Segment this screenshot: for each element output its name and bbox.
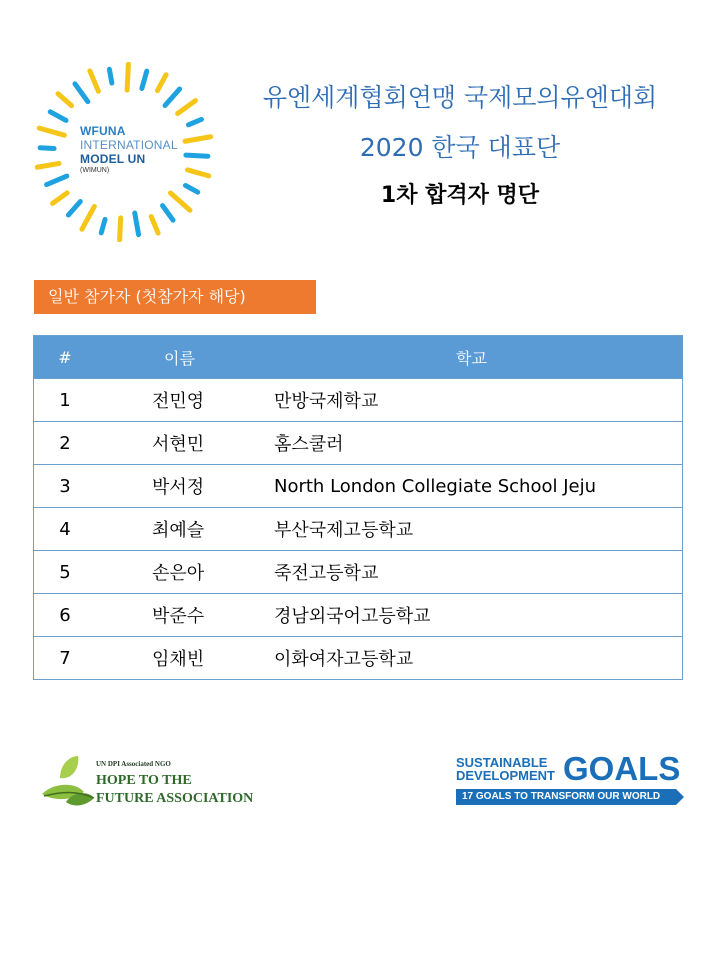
row-school: 부산국제고등학교 — [274, 508, 683, 551]
logo-ray — [53, 193, 68, 204]
logo-line-3: MODEL UN — [80, 152, 146, 166]
row-name: 박준수 — [96, 594, 274, 637]
row-school: 만방국제학교 — [274, 379, 683, 422]
row-school: 경남외국어고등학교 — [274, 594, 683, 637]
row-num: 2 — [34, 422, 97, 465]
row-num: 4 — [34, 508, 97, 551]
sdg-arrow-icon — [676, 789, 684, 805]
logo-ray — [170, 193, 189, 210]
row-school: 홈스쿨러 — [274, 422, 683, 465]
subtitle: 1차 합격자 명단 — [380, 183, 540, 208]
logo-ray — [39, 128, 64, 135]
logo-ray — [178, 101, 196, 114]
row-num: 7 — [34, 637, 97, 680]
hope-association-name — [96, 772, 253, 808]
hope-line-1: HOPE TO THE — [96, 773, 192, 788]
col-header-num: # — [34, 336, 97, 379]
table-row — [34, 422, 683, 465]
sdg-word-2: DEVELOPMENT — [456, 768, 555, 783]
table-row — [34, 465, 683, 508]
row-num: 3 — [34, 465, 97, 508]
logo-ray — [120, 218, 121, 240]
logo-ray — [47, 176, 67, 185]
logo-ray — [90, 71, 99, 91]
logo-ray — [127, 64, 128, 90]
logo-ray — [189, 119, 202, 124]
logo-ray — [50, 112, 66, 121]
logo-ray — [37, 163, 59, 167]
row-num: 5 — [34, 551, 97, 594]
row-name: 최예슬 — [96, 508, 274, 551]
table-row — [34, 508, 683, 551]
section-label: 일반 참가자 (첫참가자 해당) — [34, 280, 316, 314]
logo-ray — [186, 155, 208, 156]
participant-table — [33, 335, 683, 680]
sdg-words — [456, 756, 555, 782]
sdg-goals-wordmark: GOALS — [563, 750, 681, 787]
hope-ngo-tag: UN DPI Associated NGO — [96, 760, 171, 768]
sdg-tagline: 17 GOALS TO TRANSFORM OUR WORLD — [456, 789, 676, 805]
hope-line-2: FUTURE ASSOCIATION — [96, 791, 254, 806]
logo-ray — [185, 137, 211, 142]
row-name: 손은아 — [96, 551, 274, 594]
row-name: 전민영 — [96, 379, 274, 422]
logo-ray — [58, 94, 71, 106]
table-header-row — [34, 336, 683, 379]
logo-ray — [68, 201, 80, 214]
wimun-logo-text — [80, 124, 178, 176]
logo-ray — [188, 170, 209, 176]
sdg-word-1: SUSTAINABLE — [456, 755, 548, 770]
col-header-name: 이름 — [96, 336, 274, 379]
row-school: North London Collegiate School Jeju — [274, 465, 683, 508]
logo-ray — [40, 148, 54, 149]
logo-ray — [157, 75, 166, 91]
row-school: 이화여자고등학교 — [274, 637, 683, 680]
title-line-1: 유엔세계협회연맹 국제모의유엔대회 — [262, 83, 658, 112]
logo-line-2: INTERNATIONAL — [80, 138, 178, 152]
logo-ray — [142, 71, 147, 88]
table-row — [34, 594, 683, 637]
logo-ray — [82, 206, 94, 229]
logo-line-1: WFUNA — [80, 124, 126, 138]
col-header-school: 학교 — [274, 336, 683, 379]
table-row — [34, 637, 683, 680]
row-num: 6 — [34, 594, 97, 637]
row-num: 1 — [34, 379, 97, 422]
row-name: 서현민 — [96, 422, 274, 465]
title-line-2: 2020 한국 대표단 — [359, 133, 561, 162]
logo-line-4: (WIMUN) — [80, 167, 110, 174]
row-name: 임채빈 — [96, 637, 274, 680]
logo-ray — [151, 217, 158, 234]
logo-ray — [135, 213, 139, 235]
table-row — [34, 379, 683, 422]
logo-ray — [109, 69, 111, 83]
table-row — [34, 551, 683, 594]
logo-ray — [165, 89, 180, 105]
row-name: 박서정 — [96, 465, 274, 508]
logo-ray — [101, 219, 105, 232]
logo-ray — [75, 84, 88, 102]
logo-ray — [185, 185, 197, 192]
logo-ray — [163, 206, 174, 221]
row-school: 죽전고등학교 — [274, 551, 683, 594]
